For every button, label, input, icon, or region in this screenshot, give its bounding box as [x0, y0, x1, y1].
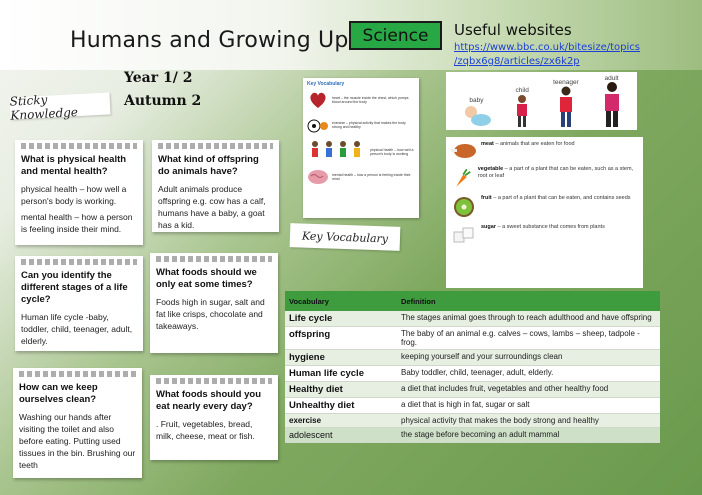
vocab-term: Life cycle	[285, 311, 397, 327]
note-sometimes-foods	[150, 253, 278, 353]
meat-icon	[451, 141, 477, 161]
website-link-continued[interactable]: /zqbx6g8/articles/zx6k2p	[454, 56, 580, 67]
vocab-term: hygiene	[285, 350, 397, 366]
note-physical-mental-health	[15, 140, 143, 245]
vocab-term: exercise	[285, 414, 397, 428]
vocab-term: Healthy diet	[285, 382, 397, 398]
subject-badge: Science	[349, 21, 442, 50]
baby-icon	[461, 104, 491, 128]
table-row	[285, 327, 660, 350]
stage-teenager	[553, 79, 579, 128]
note-text: Foods high in sugar, salt and fat like crisps, chocolate and takeaways.	[156, 297, 265, 331]
food-definition: – a part of a plant that can be eaten, such as a stem, root or leaf	[477, 166, 634, 179]
food-term: fruit	[481, 195, 492, 201]
food-row	[451, 141, 638, 161]
table-row	[285, 311, 660, 327]
vocab-row-text: mental health – how a person is feeling inside their mind	[332, 172, 411, 181]
vocab-definition: keeping yourself and your surroundings clean	[397, 350, 660, 366]
note-text: Human life cycle -baby, toddler, child, teenager, adult, elderly.	[21, 312, 133, 346]
stage-adult	[602, 75, 622, 128]
stage-baby	[461, 97, 491, 128]
vocab-row	[307, 114, 415, 136]
vocab-row	[307, 89, 415, 111]
adult-icon	[602, 82, 622, 128]
table-row	[285, 350, 660, 366]
term: Autumn 2	[124, 93, 202, 109]
food-term: meat	[481, 141, 494, 147]
people-icon	[307, 139, 367, 165]
food-term: sugar	[481, 224, 496, 230]
food-row	[451, 166, 638, 190]
note-question: How can we keep ourselves clean?	[19, 382, 98, 405]
teenager-icon	[557, 86, 575, 128]
vocab-row	[307, 139, 415, 165]
vocab-definition: physical activity that makes the body strong and healthy	[397, 414, 660, 428]
note-question: What is physical health and mental health?	[21, 154, 127, 177]
vocab-row-text: exercise – physical activity that makes the body strong and healthy	[332, 120, 406, 129]
vocab-definition: the stage before becoming an adult mammal	[397, 428, 660, 443]
table-header-row	[285, 291, 660, 311]
note-everyday-foods	[150, 375, 278, 460]
vocab-row-text: heart – the muscle inside the chest, which pumps blood around the body	[332, 95, 409, 104]
vocab-term: Human life cycle	[285, 366, 397, 382]
fruit-icon	[451, 195, 477, 219]
note-question: What foods should you eat nearly every day?	[156, 389, 262, 412]
useful-websites-heading: Useful websites	[454, 21, 572, 39]
vocab-term: adolescent	[285, 428, 397, 443]
website-link[interactable]: https://www.bbc.co.uk/bitesize/topics	[454, 42, 640, 53]
life-stages-image	[446, 72, 637, 130]
note-text: . Fruit, vegetables, bread, milk, cheese, meat or fish.	[156, 419, 255, 441]
stage-label: adult	[604, 75, 619, 82]
table-row	[285, 428, 660, 443]
column-header-definition: Definition	[397, 291, 660, 311]
table-row	[285, 382, 660, 398]
food-definition: – animals that are eaten for food	[493, 141, 575, 147]
table-row	[285, 366, 660, 382]
food-definition: – a sweet substance that comes from plants	[495, 224, 605, 230]
stage-label: child	[515, 87, 529, 94]
vocab-term: Unhealthy diet	[285, 398, 397, 414]
year-group: Year 1/ 2	[124, 70, 193, 86]
note-question: What kind of offspring do animals have?	[158, 154, 259, 177]
table-row	[285, 398, 660, 414]
note-text: Washing our hands after visiting the toilet and also before eating. Putting used tissues in the bin. Brushing our teeth	[19, 412, 136, 470]
note-text: mental health – how a person is feeling inside their mind.	[21, 212, 133, 234]
vocab-term: offspring	[285, 327, 397, 350]
vegetable-icon	[451, 166, 474, 190]
brain-icon	[307, 168, 329, 186]
food-row	[451, 224, 638, 246]
stage-label: teenager	[553, 79, 579, 86]
vocab-definition: a diet that includes fruit, vegetables and other healthy food	[397, 382, 660, 398]
child-icon	[514, 94, 530, 128]
note-keep-clean	[13, 368, 142, 478]
note-life-cycle	[15, 256, 143, 351]
stage-label: baby	[469, 97, 484, 104]
food-definition: – a part of a plant that can be eaten, and contains seeds	[491, 195, 631, 201]
sugar-icon	[451, 224, 477, 246]
stage-child	[514, 87, 530, 128]
table-row	[285, 414, 660, 428]
note-offspring	[152, 140, 279, 232]
column-header-vocabulary: Vocabulary	[285, 291, 397, 311]
note-text: Adult animals produce offspring e.g. cow has a calf, humans have a baby, a goat has a kid.	[158, 184, 266, 230]
vocab-definition: The baby of an animal e.g. calves – cows, lambs – sheep, tadpole - frog.	[397, 327, 660, 350]
key-vocabulary-label: Key Vocabulary	[290, 223, 401, 251]
page-title: Humans and Growing Up	[70, 28, 349, 53]
foods-vocabulary-image	[446, 137, 643, 288]
food-term: vegetable	[477, 166, 504, 172]
vocab-row-text: physical health – how well a person's body is working	[370, 147, 414, 156]
note-text: physical health – how well a person's body is working.	[21, 184, 127, 206]
vocabulary-table	[285, 291, 660, 443]
note-question: What foods should we only eat some times?	[156, 267, 257, 290]
key-vocabulary-card	[303, 78, 419, 218]
key-vocabulary-card-heading: Key Vocabulary	[307, 81, 345, 87]
vocab-definition: a diet that is high in fat, sugar or salt	[397, 398, 660, 414]
vocab-row	[307, 168, 415, 186]
sticky-knowledge-label: Sticky Knowledge	[9, 92, 110, 119]
vocab-definition: Baby toddler, child, teenager, adult, elderly.	[397, 366, 660, 382]
ball-icon	[307, 114, 329, 136]
food-row	[451, 195, 638, 219]
heart-icon	[307, 89, 329, 111]
note-question: Can you identify the different stages of a life cycle?	[21, 270, 128, 305]
vocab-definition: The stages animal goes through to reach adulthood and have offspring	[397, 311, 660, 327]
